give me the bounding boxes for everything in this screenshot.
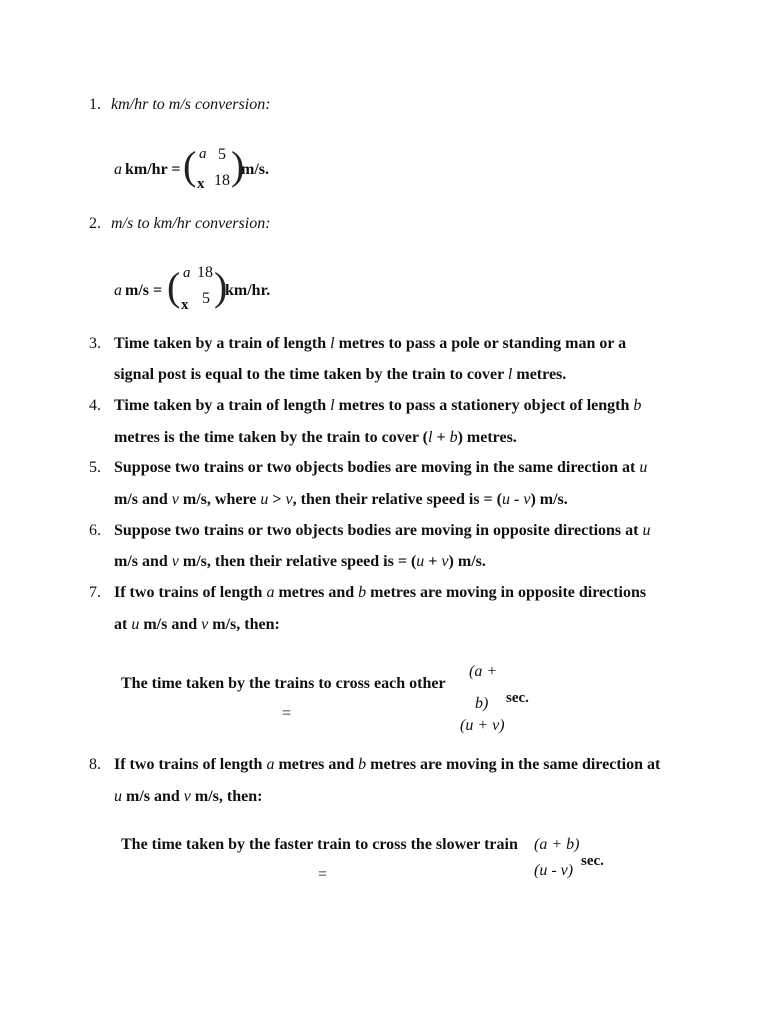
formula-bottom-num: 5 — [202, 290, 210, 307]
formula-result-unit: km/hr. — [225, 282, 271, 299]
item-7-line-1: If two trains of length a metres and b metres are moving in opposite directions — [114, 584, 647, 601]
item-2-heading-line — [89, 215, 271, 233]
item-3-line-1: Time taken by a train of length l metres to pass a pole or standing man or a — [114, 335, 627, 352]
left-paren-icon: ( — [183, 143, 197, 188]
right-paren-icon: ) — [214, 264, 228, 309]
item-4-line-2: metres is the time taken by the train to cover (l + b) metres. — [114, 429, 517, 446]
left-paren-icon: ( — [167, 264, 181, 309]
formula-denominator: (u + v) — [460, 717, 505, 734]
formula-top-num: 18 — [197, 264, 213, 281]
formula-top-var: a — [183, 265, 191, 281]
formula-numerator-1: (a + — [469, 663, 498, 680]
formula-unit: sec. — [506, 690, 529, 706]
item-7-line-2: at u m/s and v m/s, then: — [114, 616, 280, 633]
item-number: 7. — [89, 584, 101, 601]
item-6-line-2: m/s and v m/s, then their relative speed is = (u + v) m/s. — [114, 553, 486, 570]
item-heading: km/hr to m/s conversion: — [111, 96, 271, 113]
formula-numerator-2: b) — [475, 695, 489, 712]
formula-bottom-num: 18 — [214, 172, 230, 189]
item-4-line-1: Time taken by a train of length l metres to pass a stationery object of length b — [114, 397, 642, 414]
item-5-line-2: m/s and v m/s, where u > v, then their relative speed is = (u - v) m/s. — [114, 491, 568, 508]
item-number: 4. — [89, 397, 101, 414]
formula-unit: m/s = — [125, 282, 163, 299]
item-number: 5. — [89, 459, 101, 476]
item-1-heading-line — [89, 96, 271, 114]
formula-bottom-x: x — [197, 176, 205, 192]
formula-numerator: (a + b) — [534, 836, 580, 853]
item-number: 6. — [89, 522, 101, 539]
formula-text: The time taken by the faster train to cross the slower train — [121, 836, 518, 853]
item-number: 1. — [89, 96, 101, 113]
item-3-line-2: signal post is equal to the time taken by the train to cover l metres. — [114, 366, 567, 383]
formula-unit: km/hr = — [125, 161, 181, 178]
item-number: 2. — [89, 215, 101, 232]
item-8-line-1: If two trains of length a metres and b metres are moving in the same direction at — [114, 756, 661, 773]
right-paren-icon: ) — [231, 143, 245, 188]
formula-text: The time taken by the trains to cross each other — [121, 675, 446, 692]
item-number: 8. — [89, 756, 101, 773]
item-8-line-2: u m/s and v m/s, then: — [114, 788, 263, 805]
item-heading: m/s to km/hr conversion: — [111, 215, 271, 232]
item-6-line-1: Suppose two trains or two objects bodies are moving in opposite directions at u — [114, 522, 651, 539]
formula-var: a — [114, 161, 122, 178]
formula-equals: = — [318, 866, 328, 883]
formula-top-var: a — [199, 146, 207, 162]
formula-var: a — [114, 282, 122, 299]
item-5-line-1: Suppose two trains or two objects bodies are moving in the same direction at u — [114, 459, 648, 476]
formula-unit: sec. — [581, 853, 604, 869]
formula-top-num: 5 — [218, 146, 226, 163]
formula-denominator: (u - v) — [534, 862, 574, 879]
formula-result-unit: m/s. — [241, 161, 269, 178]
formula-bottom-x: x — [181, 297, 189, 313]
item-number: 3. — [89, 335, 101, 352]
formula-equals: = — [282, 705, 292, 722]
